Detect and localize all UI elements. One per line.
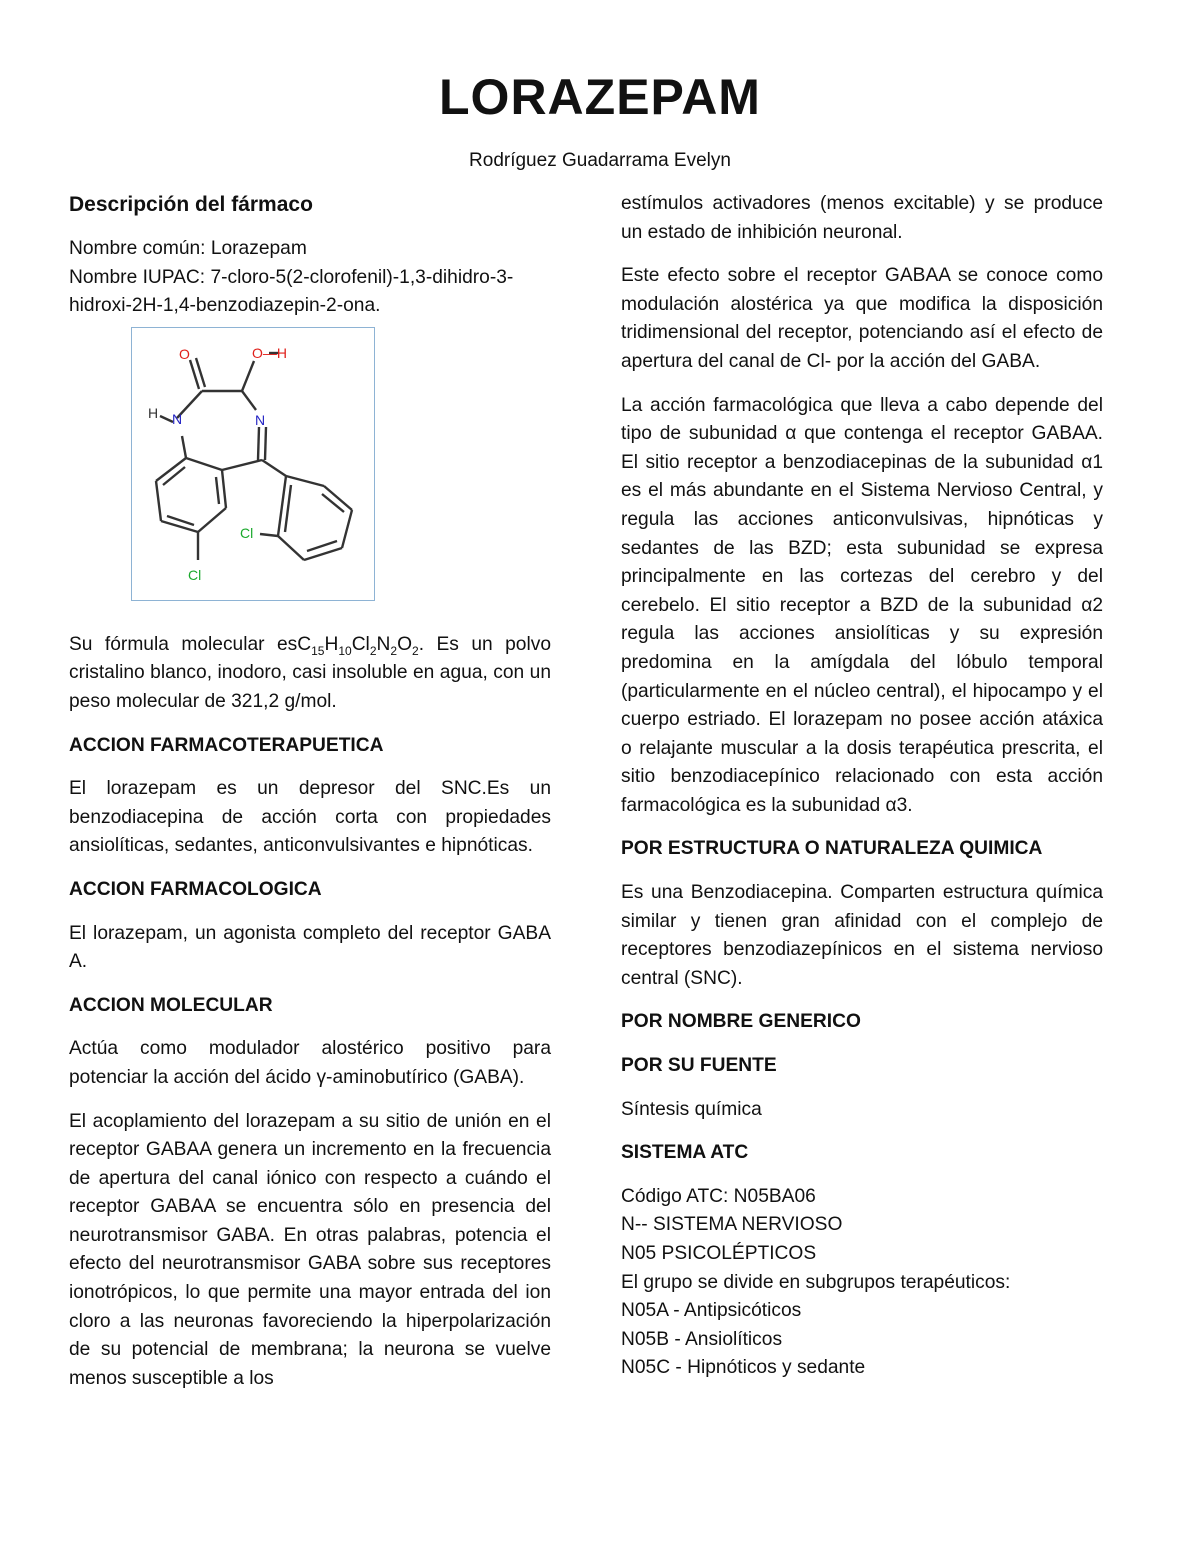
molecular-formula-paragraph (69, 631, 551, 717)
oxygen-carbonyl-label: O (179, 345, 190, 362)
right-column (621, 190, 1103, 1383)
heading-farmacologica: ACCION FARMACOLOGICA (69, 878, 322, 900)
atc-line: N05A - Antipsicóticos (621, 1300, 802, 1322)
paragraph-farmacoterapeutica: El lorazepam es un depresor del SNC.Es un benzodiacepina de acción corta con propiedades ansiolíticas, sedantes, anticonvulsivantes e hipnóticas. (69, 778, 551, 857)
author-name: Rodríguez Guadarrama Evelyn (469, 150, 731, 171)
left-column (69, 190, 551, 1408)
atc-line: N05C - Hipnóticos y sedante (621, 1357, 866, 1379)
lorazepam-structure-figure (131, 327, 375, 601)
paragraph-subunidades: La acción farmacológica que lleva a cabo depende del tipo de subunidad α que contenga el receptor GABAA. El sitio receptor a benzodiacepinas de la subunidad α1 es el más abundante en el Sistema Nervioso Central, y regula las acciones anticonvulsivas, hipnóticas y sedantes de las BZD; esta subunidad se expresa principalmente en las cortezas del cerebro y del cerebelo. El sitio receptor a BZD de la subunidad α2 regula las acciones ansiolíticas y su expresión predomina en la amígdala del lóbulo temporal (particularmente en el núcleo central), el hipocampo y el cuerpo estriado. El lorazepam no posee acción atáxica o relajante muscular a la dosis terapéutica prescrita, el sitio benzodiacepínico relacionado con esta acción farmacológica es la subunidad α3. (621, 394, 1103, 816)
formula-description: . Es un polvo cristalino blanco, inodoro, casi insoluble en agua, con un peso molecular de 321,2 g/mol. (69, 633, 551, 712)
paragraph-farmacologica: El lorazepam, un agonista completo del receptor GABA A. (69, 922, 551, 973)
chlorine-ring-label: Cl (188, 566, 202, 583)
heading-molecular: ACCION MOLECULAR (69, 994, 273, 1016)
paragraph-modulacion: Este efecto sobre el receptor GABAA se conoce como modulación alostérica ya que modifica la disposición tridimensional del receptor, potenciando así el efecto de apertura del canal de Cl- por la acción del GABA. (621, 265, 1103, 372)
atc-line: N-- SISTEMA NERVIOSO (621, 1214, 843, 1236)
paragraph-estructura: Es una Benzodiacepina. Comparten estructura química similar y tienen gran afinidad con el complejo de receptores benzodiazepínicos en el sistema nervioso central (SNC). (621, 882, 1103, 989)
atc-line: N05 PSICOLÉPTICOS (621, 1243, 817, 1264)
hydroxyl-label: O—H (252, 344, 287, 361)
heading-atc: SISTEMA ATC (621, 1142, 749, 1164)
atc-line: N05B - Ansiolíticos (621, 1328, 783, 1350)
atc-line: El grupo se divide en subgrupos terapéuticos: (621, 1271, 1011, 1293)
atc-line: Código ATC: N05BA06 (621, 1185, 816, 1207)
common-name: Nombre común: Lorazepam (69, 238, 307, 259)
nitrogen-2-label: N (255, 411, 266, 428)
molecule-diagram (132, 328, 373, 599)
atc-list (621, 1183, 1103, 1383)
heading-farmacoterapeutica: ACCION FARMACOTERAPUETICA (69, 734, 384, 756)
formula-intro: Su fórmula molecular es (69, 633, 298, 655)
amine-h-label: H (148, 404, 159, 421)
iupac-name: Nombre IUPAC: 7-cloro-5(2-clorofenil)-1,3-dihidro-3-hidroxi-2H-1,4-benzodiazepin-2-ona. (69, 266, 514, 317)
molecular-formula: $C_{15}H_{10}Cl_2N_2O_2$ (297, 633, 419, 658)
paragraph-continuation: estímulos activadores (menos excitable) y se produce un estado de inhibición neuronal. (621, 193, 1103, 243)
paragraph-fuente: Síntesis química (621, 1098, 762, 1120)
paragraph-molecular-2: El acoplamiento del lorazepam a su sitio de unión en el receptor GABAA genera un incremento en la frecuencia de apertura del canal iónico con respecto a cuándo el receptor GABAA se encuentra sólo en presencia del neurotransmisor GABA. En otras palabras, potencia el efecto del neurotransmisor GABA sobre sus receptores ionotrópicos, lo que permite una mayor entrada del ion cloro a las neuronas favoreciendo la hiperpolarización de su potencial de membrana; la neurona se vuelve menos susceptible a los (69, 1110, 551, 1389)
heading-nombre-generico: POR NOMBRE GENERICO (621, 1011, 861, 1033)
heading-fuente: POR SU FUENTE (621, 1055, 777, 1077)
paragraph-molecular-1: Actúa como modulador alostérico positivo para potenciar la acción del ácido γ-aminobutírico (GABA). (69, 1038, 551, 1088)
description-heading: Descripción del fármaco (69, 193, 313, 216)
document-title: LORAZEPAM (439, 69, 761, 125)
chlorine-phenyl-label: Cl (240, 524, 254, 541)
heading-estructura: POR ESTRUCTURA O NATURALEZA QUIMICA (621, 838, 1043, 860)
nitrogen-1-label: N (172, 410, 183, 427)
